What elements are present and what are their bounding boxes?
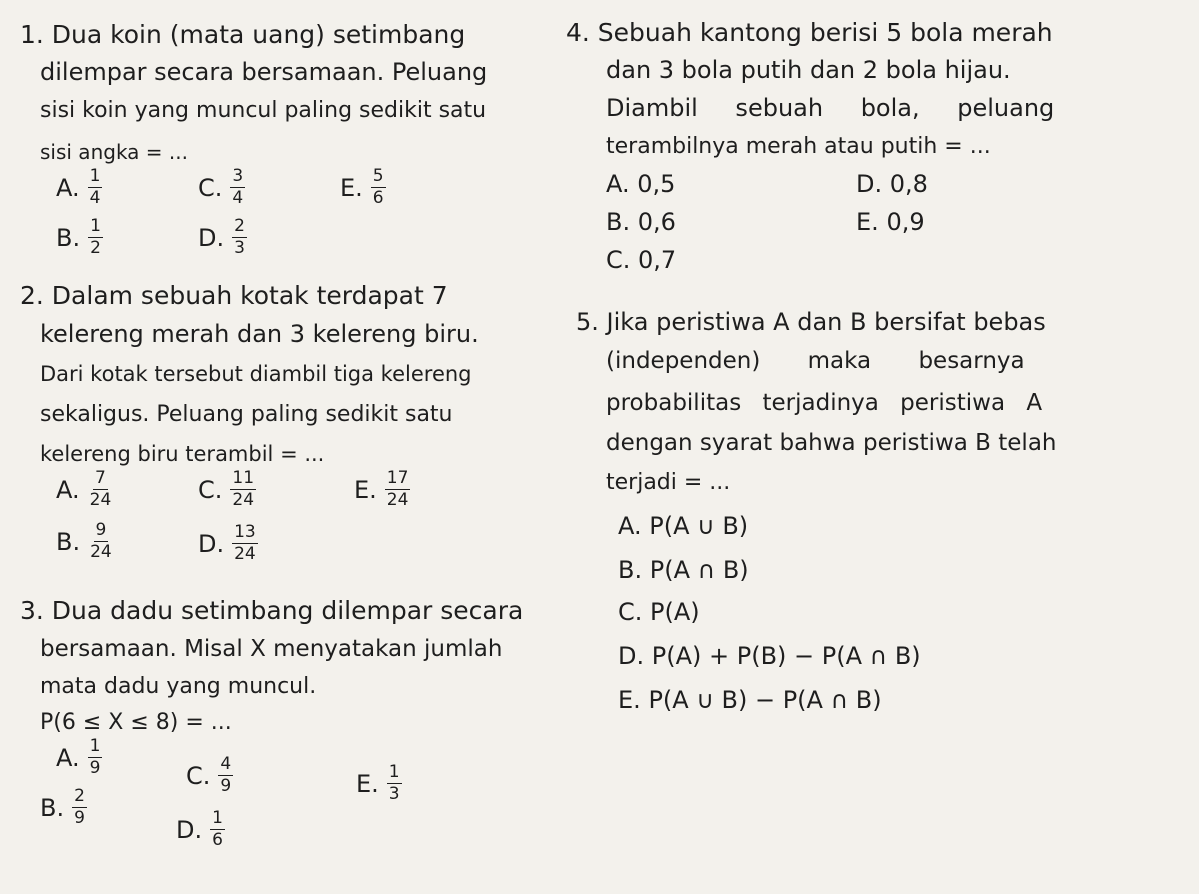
- option-value: P(A ∪ B) − P(A ∩ B): [648, 686, 882, 714]
- option-label: E.: [340, 173, 363, 202]
- q2-line-2: kelereng merah dan 3 kelereng biru.: [40, 320, 479, 348]
- q4-line-1: 4. Sebuah kantong berisi 5 bola merah: [566, 18, 1053, 47]
- q3-option-b: [40, 788, 87, 827]
- q5-option-a: [618, 514, 748, 538]
- option-label: A.: [56, 475, 80, 504]
- option-value: P(A): [650, 598, 700, 626]
- q2-option-d: [198, 524, 258, 563]
- option-label: C.: [618, 598, 643, 626]
- q4-line-2: dan 3 bola putih dan 2 bola hijau.: [606, 56, 1011, 84]
- q4-option-d: [856, 172, 928, 196]
- option-label: B.: [40, 793, 65, 822]
- q1-line-3: sisi koin yang muncul paling sedikit satu: [40, 98, 487, 123]
- q1-line-1: 1. Dua koin (mata uang) setimbang: [20, 20, 466, 49]
- fraction: $\frac{13}{24}$: [234, 522, 256, 564]
- q4-option-c: [606, 248, 676, 272]
- q5-line-1: 5. Jika peristiwa A dan B bersifat bebas: [576, 308, 1046, 336]
- option-label: B.: [56, 223, 81, 252]
- option-label: A.: [56, 173, 80, 202]
- q5-option-b: [618, 558, 749, 582]
- option-label: A.: [56, 743, 80, 772]
- option-label: A.: [606, 170, 630, 198]
- q1-option-c: [198, 168, 245, 207]
- q2-option-e: [354, 470, 410, 509]
- q1-line-2: dilempar secara bersamaan. Peluang: [40, 58, 488, 86]
- fraction: $\frac{7}{24}$: [89, 468, 112, 510]
- option-label: C.: [198, 475, 223, 504]
- option-label: B.: [618, 556, 643, 584]
- fraction: $\frac{4}{9}$: [220, 754, 232, 796]
- option-label: C.: [198, 173, 223, 202]
- option-label: E.: [856, 208, 879, 236]
- q2-line-5: kelereng biru terambil = ...: [40, 442, 325, 466]
- option-label: D.: [618, 642, 645, 670]
- option-value: P(A) + P(B) − P(A ∩ B): [651, 642, 921, 670]
- option-label: D.: [198, 223, 225, 252]
- option-label: A.: [618, 512, 642, 540]
- q3-option-a: [56, 738, 102, 777]
- option-label: D.: [856, 170, 883, 198]
- option-label: C.: [606, 246, 631, 274]
- fraction: $\frac{11}{24}$: [232, 468, 255, 510]
- fraction: $\frac{1}{6}$: [212, 808, 223, 850]
- q2-option-a: [56, 470, 113, 509]
- option-value: P(A ∩ B): [649, 556, 749, 584]
- option-value: P(A ∪ B): [649, 512, 749, 540]
- option-label: E.: [618, 686, 641, 714]
- fraction: $\frac{2}{9}$: [74, 786, 85, 828]
- option-value: 0,8: [889, 170, 928, 198]
- fraction: $\frac{3}{4}$: [232, 166, 244, 208]
- q2-option-b: [56, 522, 114, 561]
- q2-option-c: [198, 470, 256, 509]
- q5-line-5: terjadi = ...: [606, 470, 731, 495]
- q1-line-4: sisi angka = ...: [40, 140, 188, 164]
- q4-option-a: [606, 172, 675, 196]
- q1-option-a: [56, 168, 102, 207]
- option-label: E.: [354, 475, 377, 504]
- q3-line-4: P(6 ≤ X ≤ 8) = ...: [40, 710, 232, 735]
- option-label: D.: [176, 815, 203, 844]
- q5-option-c: [618, 600, 700, 624]
- option-value: 0,9: [886, 208, 925, 236]
- q1-option-e: [340, 168, 386, 207]
- option-value: 0,6: [637, 208, 676, 236]
- q3-line-2: bersamaan. Misal X menyatakan jumlah: [40, 636, 503, 662]
- fraction: $\frac{1}{2}$: [90, 216, 101, 258]
- fraction: $\frac{5}{6}$: [372, 166, 384, 208]
- q2-line-1: 2. Dalam sebuah kotak terdapat 7: [20, 281, 448, 310]
- option-label: D.: [198, 529, 225, 558]
- q2-line-4: sekaligus. Peluang paling sedikit satu: [40, 402, 453, 427]
- option-label: E.: [356, 769, 379, 798]
- q1-option-d: [198, 218, 247, 257]
- q3-option-c: [186, 756, 233, 795]
- option-value: 0,7: [638, 246, 677, 274]
- q4-line-3: Diambil sebuah bola, peluang: [606, 94, 1055, 122]
- q5-line-2: (independen) maka besarnya: [606, 348, 1025, 374]
- option-label: B.: [606, 208, 631, 236]
- q4-option-e: [856, 210, 925, 234]
- option-label: B.: [56, 527, 81, 556]
- q4-option-b: [606, 210, 676, 234]
- q5-option-e: [618, 688, 882, 712]
- q3-line-1: 3. Dua dadu setimbang dilempar secara: [20, 596, 524, 625]
- fraction: $\frac{1}{3}$: [388, 762, 400, 804]
- q3-line-3: mata dadu yang muncul.: [40, 674, 317, 699]
- option-value: 0,5: [637, 170, 676, 198]
- fraction: $\frac{1}{9}$: [89, 736, 101, 778]
- option-label: C.: [186, 761, 211, 790]
- q4-line-4: terambilnya merah atau putih = ...: [606, 134, 991, 159]
- fraction: $\frac{9}{24}$: [90, 520, 112, 562]
- fraction: $\frac{2}{3}$: [234, 216, 245, 258]
- q3-option-e: [356, 764, 402, 803]
- q1-option-b: [56, 218, 103, 257]
- fraction: $\frac{17}{24}$: [386, 468, 409, 510]
- q5-option-d: [618, 644, 921, 668]
- fraction: $\frac{1}{4}$: [89, 166, 101, 208]
- q2-line-3: Dari kotak tersebut diambil tiga kelereng: [40, 362, 472, 386]
- q3-option-d: [176, 810, 225, 849]
- q5-line-3: probabilitas terjadinya peristiwa A: [606, 390, 1043, 416]
- q5-line-4: dengan syarat bahwa peristiwa B telah: [606, 430, 1057, 456]
